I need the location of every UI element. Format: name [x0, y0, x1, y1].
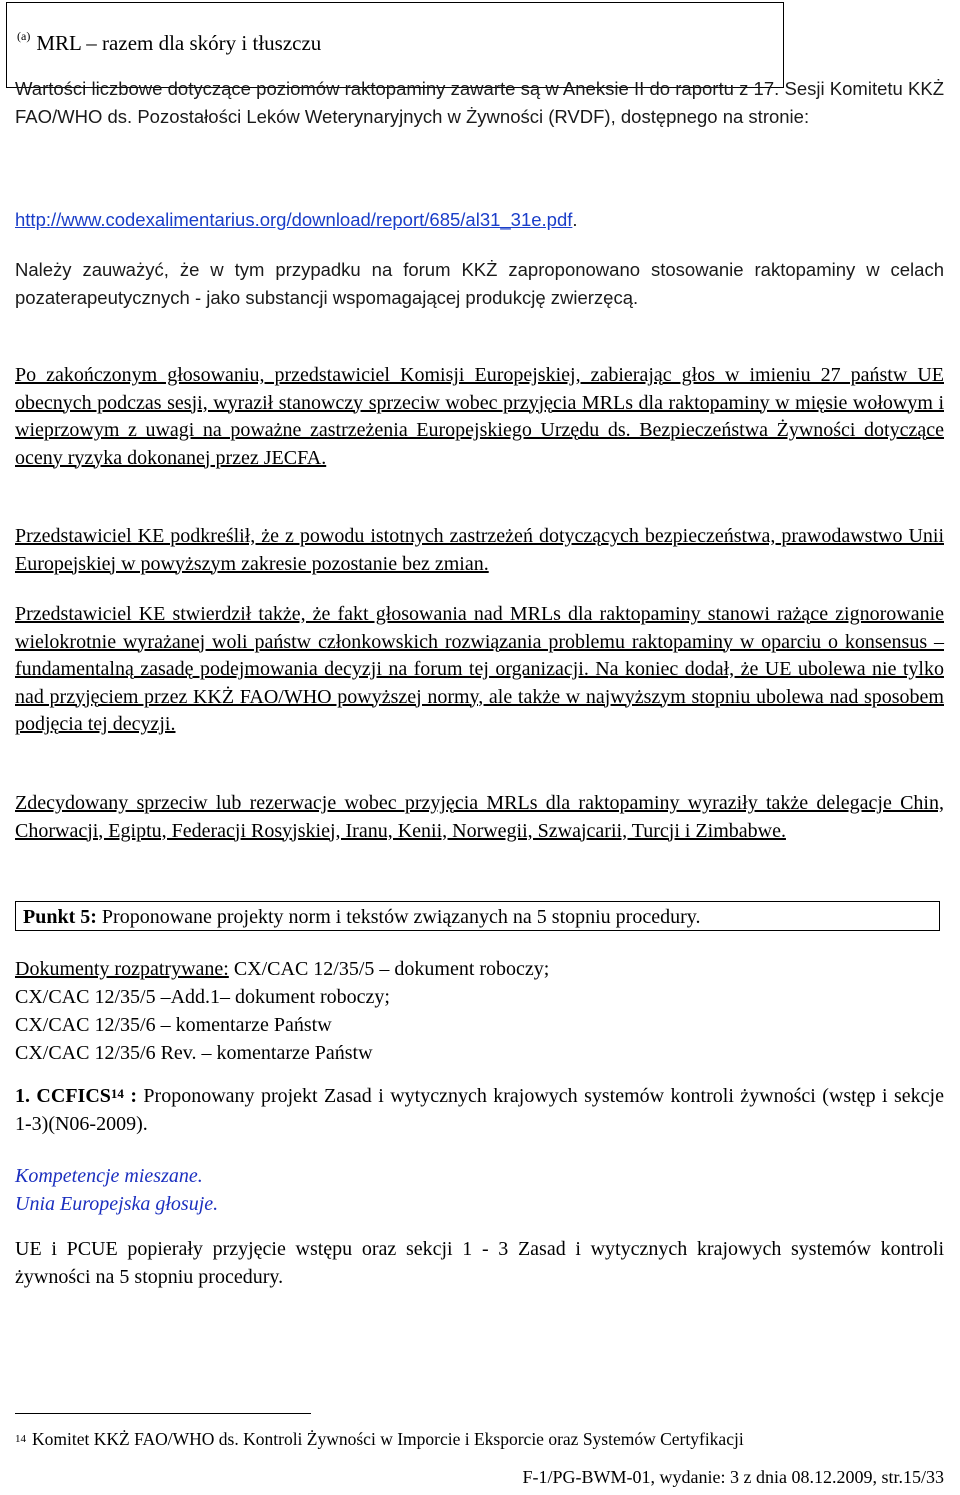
footnote-number: 14 [15, 1433, 26, 1445]
documents-line-3: CX/CAC 12/35/6 – komentarze Państw [15, 1014, 332, 1036]
paragraph-vote [15, 362, 944, 472]
documents-label: Dokumenty rozpatrywane: [15, 958, 229, 980]
paragraph-note: Należy zauważyć, że w tym przypadku na forum KKŻ zaproponowano stosowanie raktopaminy w celach pozaterapeutycznych - jako substancji wspomagającej produkcję zwierzęcą. [15, 259, 944, 308]
footnote-ref-14: 14 [110, 1086, 124, 1101]
item-1-label: 1. CCFICS [15, 1085, 111, 1107]
paragraph-values-text: Wartości liczbowe dotyczące poziomów raktopaminy zawarte są w Aneksie II do raportu z 17. Sesji Komitetu KKŻ FAO/WHO ds. Pozostałości Leków Weterynaryjnych w Żywności (RVDF), dostępnego na stronie: [15, 78, 944, 127]
punkt-text: Proponowane projekty norm i tekstów związanych na 5 stopniu procedury. [96, 906, 701, 928]
paragraph-objections-text: Zdecydowany sprzeciw lub rezerwacje wobec przyjęcia MRLs dla raktopaminy wyraziły także delegacje Chin, Chorwacji, Egiptu, Federacji Rosyjskiej, Iranu, Kenii, Norwegii, Szwajcarii, Turcji i Zimbabwe. [15, 792, 944, 842]
footnote-text: Komitet KKŻ FAO/WHO ds. Kontroli Żywności w Imporcie i Eksporcie oraz Systemów Certyfikacji [32, 1429, 744, 1449]
link-period: . [572, 209, 578, 230]
paragraph-ke-statement [15, 601, 944, 739]
note-title: MRL – razem dla skóry i tłuszczu [36, 31, 322, 55]
link-line [15, 206, 944, 234]
punkt-5-box [15, 901, 940, 931]
documents-line-1 [15, 955, 549, 983]
documents-line-4: CX/CAC 12/35/6 Rev. – komentarze Państw [15, 1042, 373, 1064]
punkt-label: Punkt 5: [23, 906, 97, 928]
documents-item-1: CX/CAC 12/35/5 – dokument roboczy; [228, 958, 550, 980]
competence-line: Kompetencje mieszane. [15, 1165, 203, 1187]
paragraph-objections [15, 790, 944, 845]
documents-line-2: CX/CAC 12/35/5 –Add.1– dokument roboczy; [15, 986, 390, 1008]
paragraph-ke-emphasis [15, 523, 944, 578]
eu-vote-line: Unia Europejska głosuje. [15, 1193, 219, 1215]
paragraph-ke-emphasis-text: Przedstawiciel KE podkreślił, że z powodu istotnych zastrzeżeń dotyczących bezpieczeństwa, prawodawstwo Unii Europejskiej w powyższym zakresie pozostanie bez zmian. [15, 525, 944, 575]
paragraph-support: UE i PCUE popierały przyjęcie wstępu oraz sekcji 1 - 3 Zasad i wytycznych krajowych systemów kontroli żywności na 5 stopniu procedury. [15, 1238, 944, 1288]
item-1-text: Proponowany projekt Zasad i wytycznych krajowych systemów kontroli żywności (wstęp i sekcje 1-3)(N06-2009). [15, 1085, 944, 1135]
codex-report-link[interactable]: http://www.codexalimentarius.org/download/report/685/al31_31e.pdf [15, 209, 573, 230]
item-1-ccfics [15, 1083, 944, 1138]
paragraph-ke-statement-text: Przedstawiciel KE stwierdził także, że fakt głosowania nad MRLs dla raktopaminy stanowi rażące zignorowanie wielokrotnie wyrażanej woli państw członkowskich rozwiązania problemu raktopaminy w oparciu o konsensus – fundamentalną zasadę podejmowania decyzji na forum tej organizacji. Na koniec dodał, że UE ubolewa nie tylko nad przyjęciem przez KKŻ FAO/WHO powyższej normy, ale także w najwyższym stopniu ubolewa nad sposobem podjęcia tej decyzji. [15, 603, 944, 735]
page-footer: F-1/PG-BWM-01, wydanie: 3 z dnia 08.12.2009, str.15/33 [522, 1467, 944, 1487]
item-1-colon: : [123, 1085, 137, 1107]
footnote-14 [15, 1428, 744, 1450]
note-marker: (a) [17, 29, 31, 43]
paragraph-vote-text: Po zakończonym głosowaniu, przedstawiciel Komisji Europejskiej, zabierając głos w imieniu 27 państw UE obecnych podczas sesji, wyraził stanowczy sprzeciw wobec przyjęcia MRLs dla raktopaminy w mięsie wołowym i wieprzowym z uwagi na poważne zastrzeżenia Europejskiego Urzędu ds. Bezpieczeństwa Żywności dotyczące oceny ryzyka dokonanej przez JECFA. [15, 364, 944, 469]
mrl-note-text [17, 31, 321, 56]
paragraph-values [15, 75, 944, 131]
footnote-separator [15, 1413, 311, 1414]
